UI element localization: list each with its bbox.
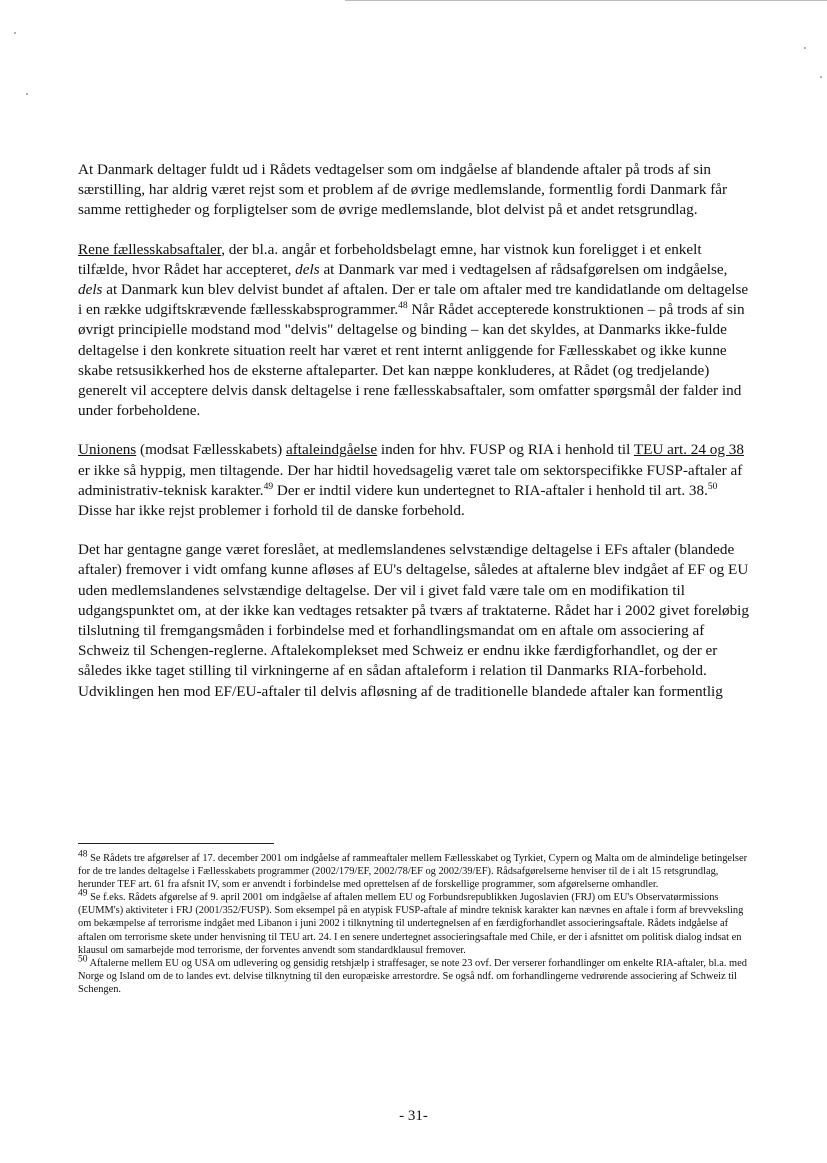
text-segment: at Danmark var med i vedtagelsen af rådsafgørelsen om indgåelse, — [319, 260, 728, 278]
text-segment: er ikke så hyppig, men tiltagende. Der har hidtil hovedsagelig været tale om sektorspecifikke FUSP-aftaler af administrativ-teknisk karakter. — [78, 461, 743, 499]
underlined-text: Rene fællesskabsaftaler — [78, 240, 222, 258]
footnote — [78, 849, 754, 891]
footnote-reference: 50 — [78, 954, 88, 965]
scan-speck — [820, 76, 822, 78]
footnote — [78, 888, 754, 956]
text-segment: (modsat Fællesskabets) — [136, 441, 286, 459]
footnote-separator — [78, 843, 274, 844]
text-segment: Se Rådets tre afgørelser af 17. december 2001 om indgåelse af rammeaftaler mellem Fællesskabet og Tyrkiet, Cypern og Malta om de almindelige betingelser for de tre landes deltagelse i Fællesskabets programmer (2002/179/EF, 2002/78/EF og 2002/39/EF). Rådsafgørelserne henviser til de i alt 15 retsgrundlag, herunder TEF art. 61 fra afsnit IV, som er anvendt i forbindelse med oprettelsen af de forskellige programmer, som afgørelserne omhandler. — [78, 853, 748, 891]
text-segment: Se f.eks. Rådets afgørelse af 9. april 2001 om indgåelse af aftalen mellem EU og Forbundsrepublikken Jugoslavien (FRJ) om EU's Observatørmissions (EUMM's) aktiviteter i FRJ (2001/352/FUSP). Som eksempel på en atypisk FUSP-aftale af mindre teknisk karakter kan nævnes en aftale i form af brevveksling om bekæmpelse af terrorisme indgået med Libanon i juni 2002 i tilknytning til undertegnelsen af en færdigforhandlet associeringsaftale. Rådets indgåelse af aftalen om terrorisme skete under henvisning til TEU art. 24. I en senere undertegnet associeringsaftale med Chile, er der i afsnittet om politisk dialog indsat en klausul om samarbejde mod terrorisme, der forventes anvendt som standardklausul fremover. — [78, 892, 744, 956]
footnote — [78, 954, 754, 996]
footnote-reference: 48 — [398, 301, 408, 312]
scan-speck — [26, 93, 28, 95]
scan-speck — [14, 32, 16, 34]
page-number: - 31- — [399, 1108, 428, 1124]
text-segment: Aftalerne mellem EU og USA om udlevering og gensidig retshjælp i straffesager, se note 23 ovf. Der verserer forhandlinger om enkelte RIA-aftaler, bl.a. med Norge og Island om de to landes evt. delvise tilknytning til den europæiske arrestordre. Se også ndf. om forhandlingerne vedrørende associering af Schweiz til Schengen. — [78, 957, 747, 995]
text-segment: At Danmark deltager fuldt ud i Rådets vedtagelser som om indgåelse af blandende aftaler på trods af sin særstilling, har aldrig været rejst som et problem af de øvrige medlemslande, formentlig fordi Danmark får samme rettigheder og forpligtelser som de øvrige medlemslande, blot delvist på et andet retsgrundlag. — [78, 161, 728, 219]
italic-text: dels — [78, 281, 103, 299]
text-segment: Der er indtil videre kun undertegnet to RIA-aftaler i henhold til art. 38. — [273, 481, 708, 499]
underlined-text: Unionens — [78, 441, 137, 459]
body-text — [78, 160, 754, 721]
footnote-reference: 49 — [78, 888, 88, 899]
underlined-text: aftaleindgåelse — [285, 441, 378, 459]
paragraph — [78, 540, 754, 702]
footnote-reference: 49 — [263, 481, 274, 492]
underlined-text: TEU art. 24 og 38 — [633, 441, 744, 459]
paragraph — [78, 160, 754, 221]
text-segment: , der bl.a. angår et forbeholdsbelagt emne, har vistnok kun foreligget i et enkelt tilfælde, hvor Rådet har accepteret, — [78, 240, 702, 278]
text-segment: Når Rådet accepterede konstruktionen – på trods af sin øvrigt principielle modstand mod "delvis" deltagelse og binding – kan det skyldes, at Danmarks ikke-fulde deltagelse i den konkrete situation reelt har været et rent internt anliggende for Fællesskabet og ikke kunne skabe retsusikkerhed hos de eksterne aftaleparter. Det kan næppe konkluderes, at Rådet (og tredjelande) generelt vil acceptere delvis dansk deltagelse i rene fællesskabsaftaler, som omfatter spørgsmål der falder ind under forbeholdene. — [78, 301, 745, 420]
footnotes — [78, 849, 754, 996]
footnote-reference: 50 — [707, 481, 718, 492]
paragraph — [78, 240, 754, 422]
paragraph — [78, 440, 754, 521]
text-segment: Disse har ikke rejst problemer i forhold til de danske forbehold. — [78, 502, 465, 520]
text-segment: Det har gentagne gange været foreslået, at medlemslandenes selvstændige deltagelse i EFs aftaler (blandede aftaler) fremover i vidt omfang kunne afløses af EU's deltagelse, således at aftalerne blev indgået af EF og EU uden medlemslandenes selvstændige deltagelse. Der vil i givet fald være tale om en modifikation til udgangspunktet om, at der ikke kan vedtages retsakter på tværs af traktaterne. Rådet har i 2002 givet foreløbig tilslutning til fremgangsmåden i forbindelse med et forhandlingsmandat om en aftale om associering af Schweiz til Schengen-reglerne. Aftalekomplekset med Schweiz er endnu ikke færdigforhandlet, og der er således ikke taget stilling til virkningerne af en sådan aftaleform i relation til Danmarks RIA-forbehold. Udviklingen hen mod EF/EU-aftaler til delvis afløsning af de traditionelle blandede aftaler kan formentlig — [78, 541, 749, 700]
footnote-reference: 48 — [78, 849, 88, 860]
scan-top-rule — [345, 0, 827, 1]
italic-text: dels — [295, 260, 320, 278]
text-segment: at Danmark kun blev delvist bundet af aftalen. Der er tale om aftaler med tre kandidatlande om deltagelse i en række udgiftskrævende fællesskabsprogrammer. — [78, 281, 749, 319]
text-segment: inden for hhv. FUSP og RIA i henhold til — [377, 441, 634, 459]
scan-speck — [804, 47, 806, 49]
